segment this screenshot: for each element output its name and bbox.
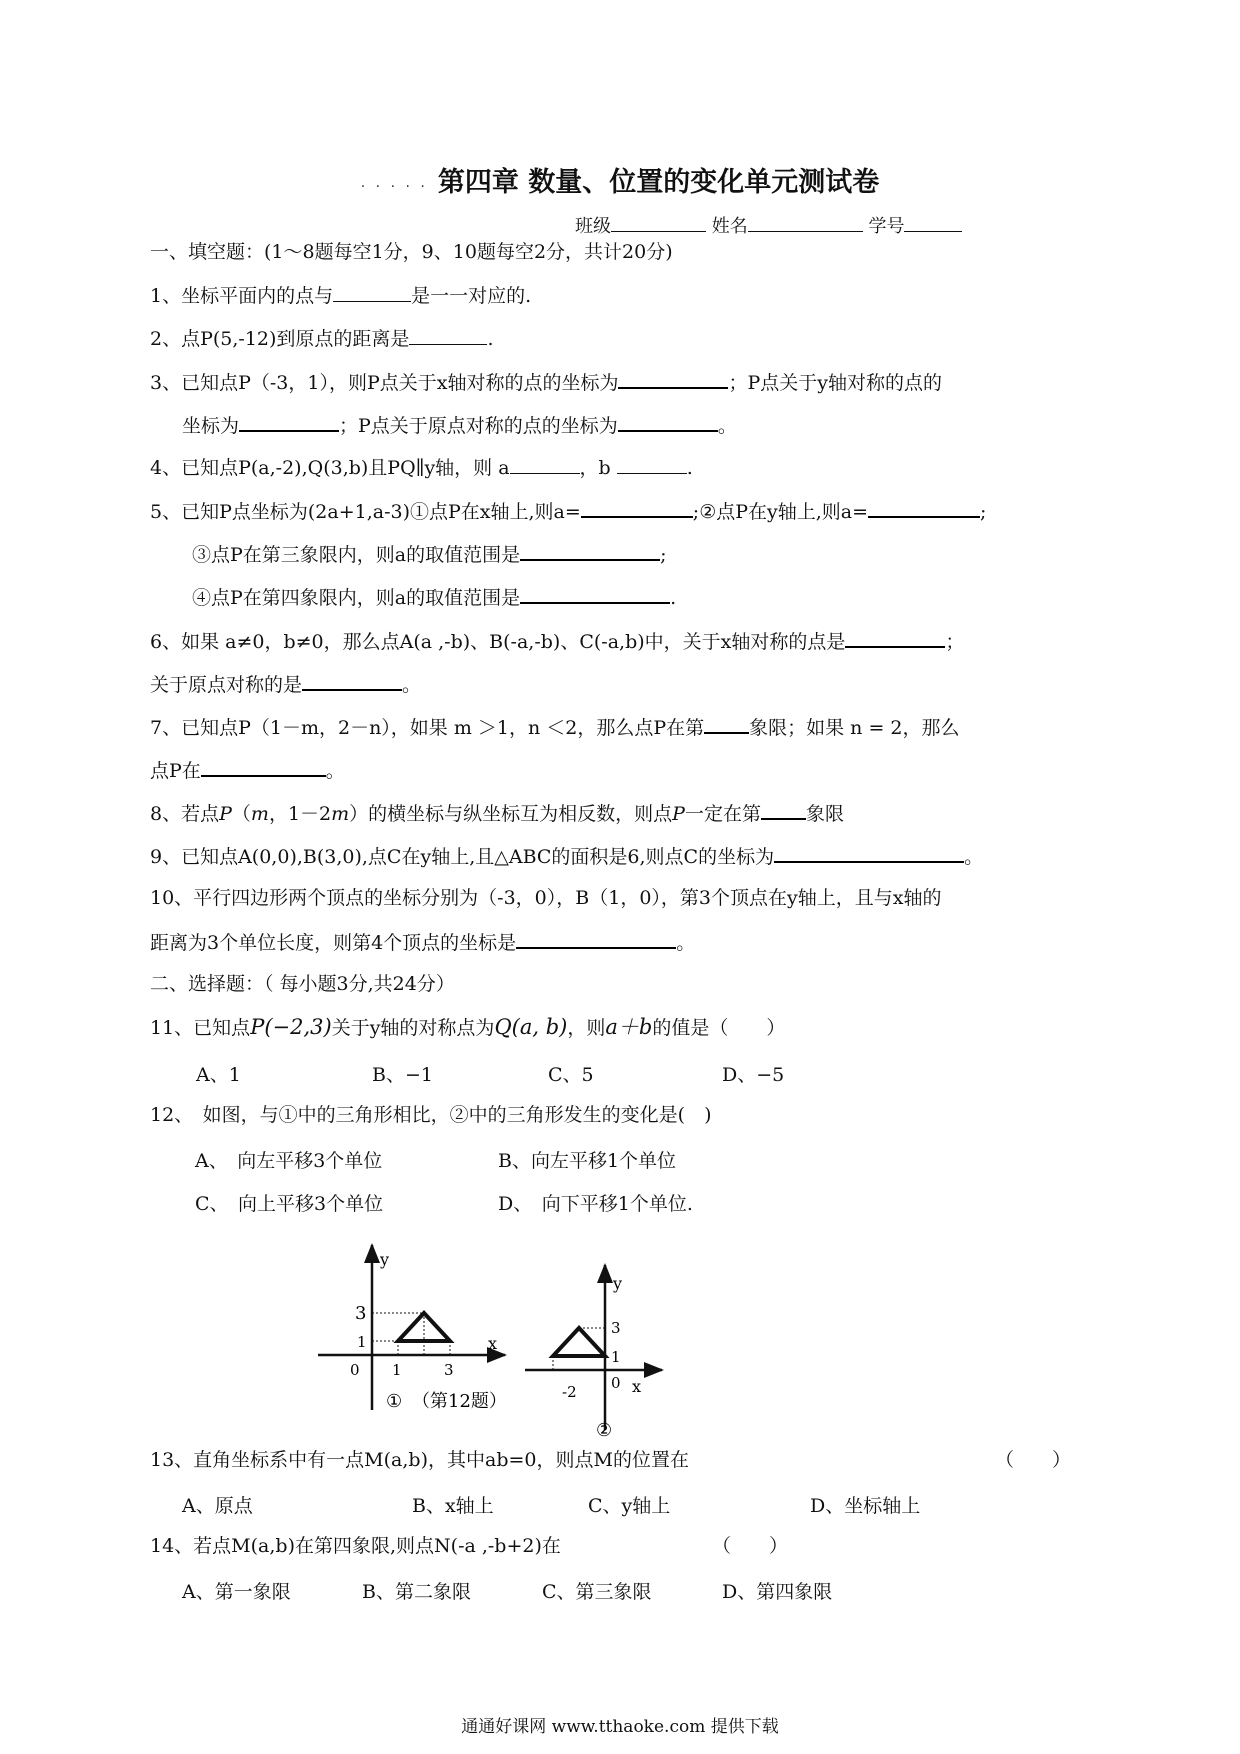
question-13: 13、直角坐标系中有一点M(a,b)，其中ab=0，则点M的位置在	[150, 1449, 689, 1471]
q7-text-end: 。	[325, 760, 345, 782]
q6-blank-1[interactable]	[845, 628, 945, 648]
q4-text-2: ，b	[579, 457, 611, 479]
q8-text: 8、若点	[150, 803, 220, 825]
q9-text-end: 。	[964, 846, 984, 868]
fig2-triangle	[553, 1328, 605, 1356]
question-8	[150, 800, 844, 826]
fig1-y-label: y	[380, 1250, 390, 1269]
q5-text-3: ;	[980, 501, 987, 523]
fig1-tick-x1: 1	[392, 1361, 402, 1379]
fig1-tick-x3: 3	[444, 1361, 454, 1379]
page-footer: 通通好课网 www.tthaoke.com 提供下载	[461, 1717, 779, 1737]
question-3-cont	[182, 412, 737, 438]
q8-var-p: P	[219, 803, 232, 825]
q5-blank-4[interactable]	[520, 584, 670, 604]
fig2-y-label: y	[613, 1274, 623, 1293]
q1-text: 1、坐标平面内的点与	[150, 285, 334, 307]
q3-text-end: 。	[717, 415, 737, 437]
q5-text: 5、已知P点坐标为(2a+1,a-3)①点P在x轴上,则a=	[150, 501, 581, 523]
id-label: 学号	[868, 216, 905, 237]
q8-text-3: ，1－2	[268, 803, 332, 825]
q14-option-d[interactable]: D、第四象限	[722, 1581, 833, 1603]
q6-text-end: 。	[402, 674, 422, 696]
question-6-cont	[150, 671, 421, 697]
class-label: 班级	[575, 216, 611, 237]
q8-text-end: 象限	[805, 803, 844, 825]
question-7-cont	[150, 757, 345, 783]
q13-option-a[interactable]: A、原点	[182, 1495, 253, 1517]
q11-text: 11、已知点	[150, 1017, 251, 1039]
class-blank[interactable]	[611, 213, 706, 232]
q8-text-2: （	[231, 803, 251, 825]
q3-text-3: 坐标为	[182, 415, 240, 437]
q14-option-b[interactable]: B、第二象限	[362, 1581, 471, 1603]
q5-text-2: ;②点P在y轴上,则a=	[692, 501, 869, 523]
q9-text: 9、已知点A(0,0),B(3,0),点C在y轴上,且△ABC的面积是6,则点C的坐标为	[150, 846, 775, 868]
title-text: 第四章 数量、位置的变化单元测试卷	[437, 167, 880, 198]
q8-var-m: m	[250, 803, 269, 825]
q2-text: 2、点P(5,-12)到原点的距离是	[150, 328, 410, 350]
fig1-origin: 0	[350, 1361, 360, 1379]
q12-option-b[interactable]: B、向左平移1个单位	[498, 1150, 677, 1172]
q1-text-end: 是一一对应的.	[411, 285, 532, 307]
q1-blank[interactable]	[333, 283, 411, 302]
q11-option-d[interactable]: D、−5	[722, 1064, 785, 1086]
fig2-x-label: x	[632, 1377, 642, 1396]
fig2-tick-x-neg2: -2	[562, 1383, 577, 1401]
q12-option-d[interactable]: D、 向下平移1个单位.	[498, 1193, 693, 1215]
question-12: 12、 如图，与①中的三角形相比，②中的三角形发生的变化是( )	[150, 1104, 712, 1126]
section-fill-in: 一、填空题：(1～8题每空1分，9、10题每空2分，共计20分)	[150, 241, 673, 263]
q3-text-2: ；P点关于y轴对称的点的	[728, 372, 943, 394]
question-12-figure	[300, 1235, 680, 1445]
q5-blank-1[interactable]	[581, 498, 693, 518]
q13-option-b[interactable]: B、x轴上	[412, 1495, 494, 1517]
student-info	[575, 212, 962, 238]
q10-text: 10、平行四边形两个顶点的坐标分别为（-3，0），B（1，0），第3个顶点在y轴上，且与x轴的	[150, 887, 942, 909]
q11-expr-q: Q(a, b)	[494, 1015, 568, 1039]
name-blank[interactable]	[748, 213, 863, 232]
q13-option-d[interactable]: D、坐标轴上	[810, 1495, 921, 1517]
q9-blank[interactable]	[774, 843, 964, 863]
id-blank[interactable]	[904, 213, 962, 232]
question-10-cont	[150, 929, 695, 955]
question-10	[150, 886, 941, 910]
q4-text: 4、已知点P(a,-2),Q(3,b)且PQ∥y轴，则 a	[150, 457, 510, 479]
figure-caption: （第12题）	[412, 1391, 507, 1412]
q6-text-2: ；	[945, 631, 965, 653]
q7-text-2: 象限；如果 n = 2，那么	[749, 717, 960, 739]
q10-text-end: 。	[676, 932, 696, 954]
question-7	[150, 714, 960, 740]
figure-1-coordinate-system	[318, 1245, 507, 1412]
q7-text-3: 点P在	[150, 760, 201, 782]
q5-text-4: ③点P在第三象限内，则a的取值范围是	[192, 544, 521, 566]
q6-text-3: 关于原点对称的是	[150, 674, 303, 696]
q14-option-c[interactable]: C、第三象限	[542, 1581, 652, 1603]
q13-option-c[interactable]: C、y轴上	[588, 1495, 671, 1517]
fig2-tick-y1: 1	[611, 1348, 621, 1366]
q5-text-6: ④点P在第四象限内，则a的取值范围是	[192, 587, 521, 609]
q7-blank-2[interactable]	[201, 757, 326, 777]
fig1-label: ①	[386, 1391, 403, 1412]
q2-text-end: .	[487, 328, 494, 350]
q7-blank-1[interactable]	[704, 714, 749, 734]
q11-option-b[interactable]: B、−1	[372, 1064, 433, 1086]
question-11	[150, 1015, 785, 1040]
fig2-label: ②	[596, 1420, 613, 1441]
question-5-part4	[192, 584, 676, 610]
q10-text-2: 距离为3个单位长度，则第4个顶点的坐标是	[150, 932, 517, 954]
q8-var-m2: m	[331, 803, 350, 825]
fig2-origin: 0	[611, 1374, 621, 1392]
q11-option-a[interactable]: A、1	[196, 1064, 241, 1086]
q11-option-c[interactable]: C、5	[548, 1064, 594, 1086]
question-2	[150, 326, 493, 351]
q13-answer-parens[interactable]: （ ）	[995, 1449, 1072, 1471]
q4-blank-b[interactable]	[617, 455, 687, 474]
q8-text-4: ）的横坐标与纵坐标互为相反数，则点	[349, 803, 673, 825]
q2-blank[interactable]	[409, 326, 487, 345]
section-multiple-choice: 二、选择题：（ 每小题3分,共24分）	[150, 973, 455, 995]
q11-text-3: ，则	[567, 1017, 606, 1039]
q8-text-5: 一定在第	[684, 803, 761, 825]
q10-blank[interactable]	[516, 929, 676, 949]
fig1-tick-y3: 3	[355, 1303, 367, 1324]
q5-text-end: .	[670, 587, 677, 609]
question-5	[150, 498, 986, 524]
q11-expr-sum: a＋b	[605, 1015, 653, 1039]
question-14: 14、若点M(a,b)在第四象限,则点N(-a ,-b+2)在	[150, 1535, 561, 1557]
q5-blank-2[interactable]	[868, 498, 980, 518]
question-6	[150, 628, 964, 654]
q4-blank-a[interactable]	[510, 455, 580, 474]
figure-2-coordinate-system	[525, 1265, 662, 1441]
page-title	[0, 160, 1240, 199]
q3-blank-origin[interactable]	[618, 412, 718, 432]
q3-text-4: ；P点关于原点对称的点的坐标为	[339, 415, 618, 437]
question-4	[150, 455, 693, 480]
fig1-tick-y1: 1	[357, 1333, 367, 1351]
q12-option-a[interactable]: A、 向左平移3个单位	[195, 1150, 383, 1172]
title-dots: · · · · ·	[360, 179, 428, 195]
q14-option-a[interactable]: A、第一象限	[182, 1581, 291, 1603]
q6-text: 6、如果 a≠0，b≠0，那么点A(a ,-b)、B(-a,-b)、C(-a,b)中，关于x轴对称的点是	[150, 631, 846, 653]
q5-text-5: ;	[660, 544, 667, 566]
q3-blank-x[interactable]	[618, 369, 728, 389]
q4-text-end: .	[686, 457, 693, 479]
q5-blank-3[interactable]	[520, 541, 660, 561]
q11-expr-p: P(−2,3)	[250, 1015, 332, 1039]
q7-text: 7、已知点P（1－m，2－n），如果 m ＞1，n ＜2，那么点P在第	[150, 717, 705, 739]
fig1-x-label: x	[488, 1334, 498, 1353]
name-label: 姓名	[711, 216, 748, 237]
question-5-part3	[192, 541, 667, 567]
q11-text-2: 关于y轴的对称点为	[331, 1017, 495, 1039]
q6-blank-2[interactable]	[302, 671, 402, 691]
q3-blank-y[interactable]	[239, 412, 339, 432]
q12-option-c[interactable]: C、 向上平移3个单位	[195, 1193, 384, 1215]
fig2-tick-y3: 3	[611, 1319, 621, 1337]
q11-text-end: 的值是（ ）	[652, 1017, 786, 1039]
q3-text: 3、已知点P（-3，1），则P点关于x轴对称的点的坐标为	[150, 372, 619, 394]
q14-answer-parens[interactable]: （ ）	[712, 1535, 789, 1557]
q8-var-p2: P	[672, 803, 685, 825]
q8-blank[interactable]	[761, 800, 806, 820]
question-3	[150, 369, 942, 395]
question-1	[150, 283, 531, 308]
question-9	[150, 843, 983, 869]
